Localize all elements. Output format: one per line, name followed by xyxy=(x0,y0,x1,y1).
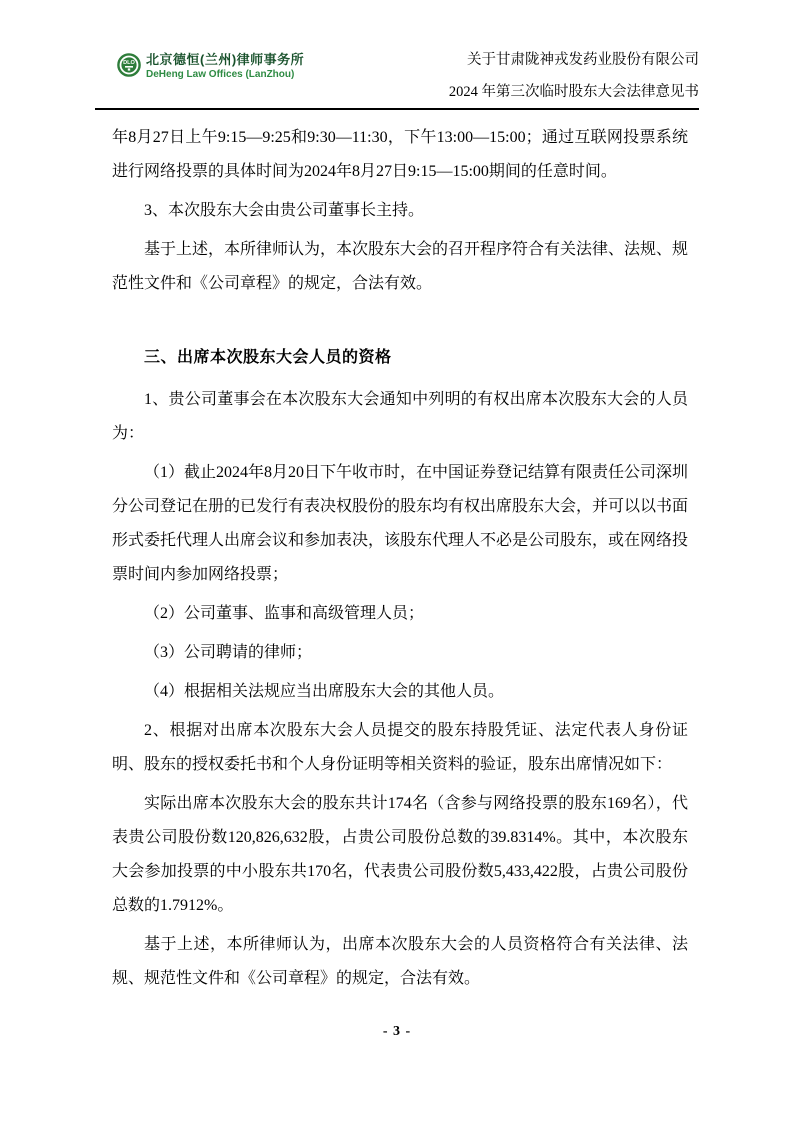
paragraph: （3）公司聘请的律师； xyxy=(144,644,313,661)
section-heading: 三、出席本次股东大会人员的资格 xyxy=(144,349,392,366)
document-body xyxy=(112,121,688,1001)
page-footer xyxy=(0,1024,794,1040)
deheng-seal-icon xyxy=(117,53,141,77)
paragraph: （1）截止2024年8月20日下午收市时，在中国证券登记结算有限责任公司深圳分公司登记在册的已发行有表决权股份的股东均有权出席股东大会，并可以以书面形式委托代理人出席会议和参加表决，该股东代理人不必是公司股东，或在网络投票时间内参加网络投票； xyxy=(112,464,689,583)
page-header xyxy=(95,0,699,110)
svg-text:DLO: DLO xyxy=(123,60,135,66)
header-title-line1: 关于甘肃陇神戎发药业股份有限公司 xyxy=(467,52,699,68)
paragraph: 基于上述，本所律师认为，本次股东大会的召开程序符合有关法律、法规、规范性文件和《公司章程》的规定，合法有效。 xyxy=(112,241,689,292)
header-title-line2: 2024 年第三次临时股东大会法律意见书 xyxy=(448,84,699,100)
paragraph: 3、本次股东大会由贵公司董事长主持。 xyxy=(144,202,425,219)
law-firm-logo xyxy=(117,52,304,81)
law-firm-name xyxy=(146,52,304,81)
paragraph: 1、贵公司董事会在本次股东大会通知中列明的有权出席本次股东大会的人员为： xyxy=(112,391,688,442)
paragraph: （4）根据相关法规应当出席股东大会的其他人员。 xyxy=(144,683,505,700)
paragraph: 实际出席本次股东大会的股东共计174名（含参与网络投票的股东169名），代表贵公司股份数120,826,632股，占贵公司股份总数的39.8314%。其中，本次股东大会参加投票的中小股东共170名，代表贵公司股份数5,433,422股，占贵公司股份总数的1.7912%。 xyxy=(112,795,688,914)
law-firm-name-zh: 北京德恒(兰州)律师事务所 xyxy=(146,52,305,67)
paragraph: （2）公司董事、监事和高级管理人员； xyxy=(144,605,425,622)
paragraph: 2、根据对出席本次股东大会人员提交的股东持股凭证、法定代表人身份证明、股东的授权委托书和个人身份证明等相关资料的验证，股东出席情况如下： xyxy=(112,722,688,773)
paragraph: 年8月27日上午9:15—9:25和9:30—11:30，下午13:00—15:00；通过互联网投票系统进行网络投票的具体时间为2024年8月27日9:15—15:00期间的任意时间。 xyxy=(112,129,688,180)
document-header-titles xyxy=(449,50,699,102)
page-number: - 3 - xyxy=(382,1024,412,1039)
paragraph: 基于上述，本所律师认为，出席本次股东大会的人员资格符合有关法律、法规、规范性文件和《公司章程》的规定，合法有效。 xyxy=(112,936,688,987)
law-firm-name-en: DeHeng Law Offices (LanZhou) xyxy=(146,69,295,80)
